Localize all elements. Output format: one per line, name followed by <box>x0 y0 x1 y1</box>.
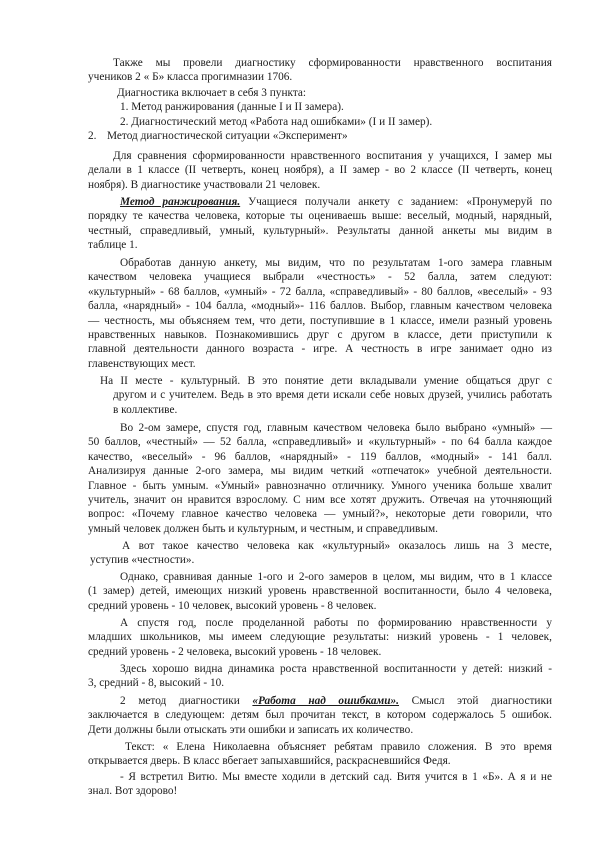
text-line: (1 замер) детей, имеющих низкий уровень нравственной воспитанности, было 4 человека, <box>88 585 552 598</box>
text-line: учеников 2 « Б» класса прогимназии 1706. <box>88 71 293 84</box>
paragraph-overall-first <box>88 570 552 613</box>
text-line: На II месте - культурный. В это понятие дети вкладывали умение общаться друг с <box>100 375 552 387</box>
paragraph-errors-method <box>88 694 552 737</box>
text-line: 50 баллов, «честный» — 52 балла, «справедливый» и «культурный» - по 64 балла каждое <box>88 436 552 449</box>
text-line: А вот такое качество человека как «культурный» оказалось лишь на 3 месте, <box>122 540 552 552</box>
method-title: Метод ранжирования. <box>120 196 241 208</box>
list-item: 2. Диагностический метод «Работа над ошибками» (I и II замер). <box>120 115 433 128</box>
text-line: качество, «веселый» - 96 баллов, «нарядный» - 119 баллов, «модный» - 141 балл. <box>88 450 552 463</box>
text-line: Однако, сравнивая данные 1-ого и 2-ого замеров в целом, мы видим, что в 1 классе <box>120 571 552 583</box>
paragraph-intro <box>88 56 552 85</box>
text-line: ноября). В диагностике участвовали 21 человек. <box>88 178 321 191</box>
paragraph-dialogue <box>88 770 552 799</box>
text-line: главенствующих мест. <box>88 357 196 370</box>
text-line: открывается дверь. В класс вбегает запыхавшийся, раскрасневшийся Федя. <box>88 755 451 768</box>
text-line <box>88 694 552 708</box>
paragraph-ranking-method <box>88 195 552 253</box>
text-line: честный, справедливый, умный, культурный». Результаты данной анкеты мы видим в <box>88 224 552 237</box>
text-line: Главное - быть умным. «Умный» равнозначно отличнику. Умного ученика больше хвалит <box>88 479 552 492</box>
list-item: 1. Метод ранжирования (данные I и II замера). <box>120 101 344 114</box>
method-title: «Работа над ошибками». <box>252 695 400 707</box>
text-line: другом и с учителем. Ведь в это время дети искали себе новых друзей, учились работать <box>113 389 552 402</box>
text-line: главной деятельности данного возраста - игре. А честность в игре занимает одно из <box>88 343 552 356</box>
text-line: уступив «честности». <box>90 554 195 567</box>
text-line: таблице 1. <box>88 239 138 252</box>
text-line: младших школьников, мы имеем следующие результаты: низкий уровень - 1 человек, <box>88 631 552 644</box>
text-line: умный человек должен быть и культурным, и честным, и справедливым. <box>88 522 438 535</box>
list-number: 2. <box>88 130 97 143</box>
text-line-prefix: 2 метод диагностики <box>120 695 253 707</box>
text-line: заключается в следующем: детям был прочитан текст, в котором содержалось 5 ошибок. <box>88 709 552 722</box>
paragraph-cultured-place <box>88 539 552 568</box>
text-line: Анализируя данные 2-ого замера, мы видим четкий «отпечаток» учебной деятельности. <box>88 465 552 478</box>
text-line: балла, «нарядный» - 104 балла, «модный»- 116 баллов. Выбор, главным качеством человека <box>88 300 552 313</box>
text-line: знал. Вот здорово! <box>88 785 178 798</box>
text-line: Во 2-ом замере, спустя год, главным качеством человека было выбрано «умный» — <box>120 422 552 434</box>
text-line: Здесь хорошо видна динамика роста нравственной воспитанности у детей: низкий - <box>120 663 552 675</box>
paragraph-comparison <box>88 149 552 192</box>
paragraph-first-measurement <box>88 256 552 371</box>
text-line: средний уровень - 10 человек, высокий уровень - 8 человек. <box>88 599 377 612</box>
text-line: Текст: « Елена Николаевна объясняет ребятам правило сложения. В это время <box>125 741 552 753</box>
paragraph-text-excerpt <box>88 740 552 769</box>
diagnostics-list <box>88 86 552 144</box>
text-line: «культурный» - 68 баллов, «умный» - 72 балла, «справедливый» - 80 баллов, «веселый» - 93 <box>88 285 552 298</box>
text-line: Дети должны были отыскать эти ошибки и записать их количество. <box>88 723 414 736</box>
paragraph-second-place <box>88 374 552 417</box>
text-line: нравственных навыков. Познакомившись друг с другом в классе, дети приступили к <box>88 328 552 341</box>
paragraph-year-later <box>88 616 552 659</box>
text-line: средний уровень - 2 человека, высокий уровень - 18 человек. <box>88 645 382 658</box>
text-line-rest: Смысл этой диагностики <box>399 695 552 707</box>
text-line: — честность, мы объясняем тем, что дети, поступившие в 1 классе, имели разный уровень <box>88 314 552 327</box>
text-line: вопрос: «Почему главное качество человека — умный?», некоторые дети говорили, что <box>88 508 552 521</box>
text-line: качеством человека учащиеся выбрали «честность» - 52 балла, затем следуют: <box>88 271 552 284</box>
text-line: в коллективе. <box>113 403 178 416</box>
text-line <box>88 195 552 209</box>
text-line: 3, средний - 8, высокий - 10. <box>88 677 225 690</box>
text-line: Также мы провели диагностику сформированности нравственного воспитания <box>113 57 552 69</box>
list-item-text: Метод диагностической ситуации «Эксперимент» <box>107 130 348 143</box>
list-item <box>88 129 552 143</box>
paragraph-dynamics <box>88 662 552 691</box>
text-line-rest: Учащиеся получали анкету с заданием: «Пронумеруй по <box>240 196 552 208</box>
text-line: делали в 1 классе (II четверть, конец ноября), а II замер - во 2 классе (II четверть, конец <box>88 164 552 177</box>
text-line: Обработав данную анкету, мы видим, что по результатам 1-ого замера главным <box>120 257 552 269</box>
text-line: А спустя год, после проделанной работы по формированию нравственности у <box>120 617 552 629</box>
text-line: учитель, значит он нравится взрослому. С ним все хотят дружить. Отвечая на уточняющий <box>88 493 552 506</box>
text-line: Для сравнения сформированности нравственного воспитания у учащихся, I замер мы <box>113 150 552 162</box>
text-line: порядку те качества человека, которые ты оцениваешь выше: веселый, модный, нарядный, <box>88 210 552 223</box>
paragraph-second-measurement <box>88 421 552 536</box>
text-line: - Я встретил Витю. Мы вместе ходили в детский сад. Витя учится в 1 «Б». А я и не <box>120 771 552 783</box>
list-heading: Диагностика включает в себя 3 пункта: <box>117 87 307 99</box>
